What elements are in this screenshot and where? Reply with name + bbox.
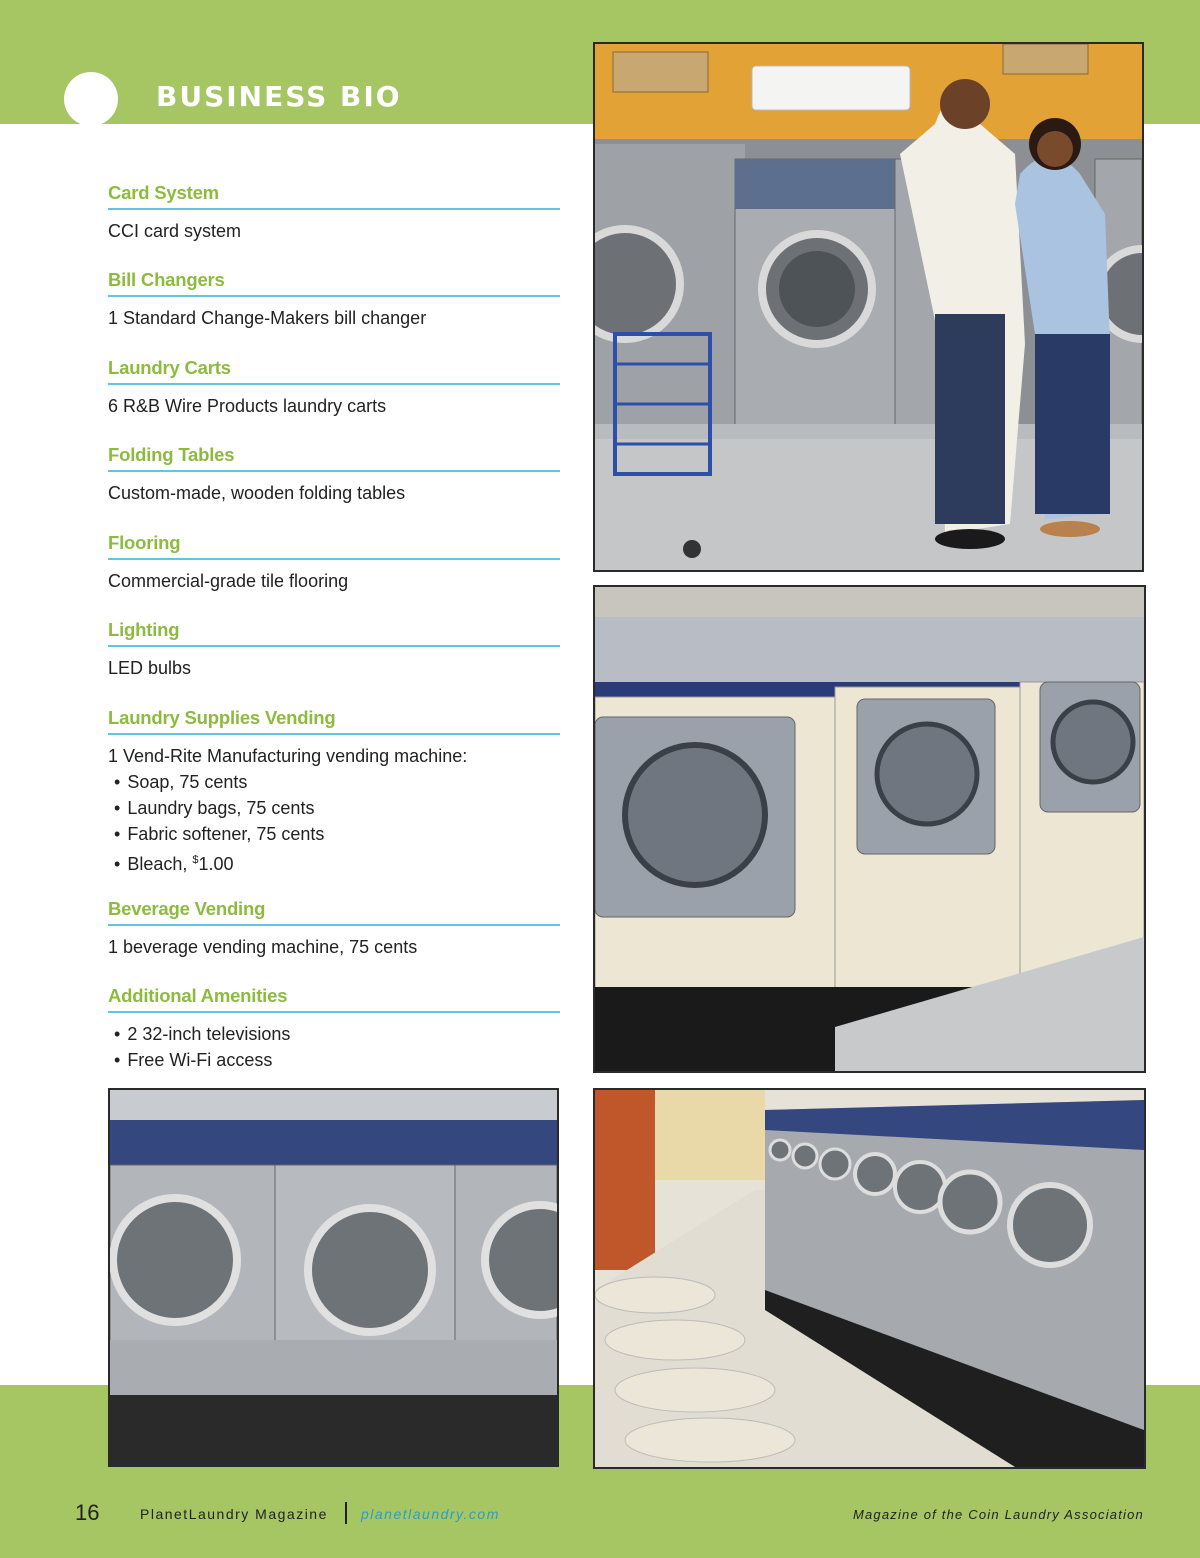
bio-heading: Card System (108, 182, 560, 210)
bio-text: CCI card system (108, 221, 242, 241)
bio-folding-tables (108, 444, 560, 506)
bio-heading: Laundry Supplies Vending (108, 707, 560, 735)
bio-laundry-supplies-vending (108, 707, 560, 877)
list-item: • Laundry bags, 75 cents (108, 795, 560, 821)
bio-item-list (108, 769, 560, 877)
white-washers-illustration (595, 587, 1144, 1071)
magazine-name: PlanetLaundry Magazine (140, 1506, 328, 1522)
list-item (108, 847, 560, 877)
bio-text: 1 beverage vending machine, 75 cents (108, 937, 418, 957)
section-circle-marker (64, 72, 118, 126)
bio-heading: Laundry Carts (108, 357, 560, 385)
bio-flooring (108, 532, 560, 594)
owners-photo-illustration (595, 44, 1142, 570)
magazine-tagline: Magazine of the Coin Laundry Association (852, 1507, 1144, 1522)
photo-washer-row (593, 1088, 1146, 1469)
bio-card-system (108, 182, 560, 244)
bio-heading: Beverage Vending (108, 898, 560, 926)
list-item: • Fabric softener, 75 cents (108, 821, 560, 847)
photo-owners (593, 42, 1144, 572)
photo-stainless-washers (108, 1088, 559, 1467)
dollar-sign: $ (192, 854, 199, 866)
bio-additional-amenities (108, 985, 560, 1073)
bio-lighting (108, 619, 560, 681)
stainless-washers-illustration (110, 1090, 557, 1465)
page-number: 16 (75, 1500, 100, 1525)
bio-text: Custom-made, wooden folding tables (108, 483, 406, 503)
bio-item-list (108, 1021, 560, 1073)
bio-beverage-vending (108, 898, 560, 960)
bio-text: 1 Standard Change-Makers bill changer (108, 308, 427, 328)
bio-text: 6 R&B Wire Products laundry carts (108, 396, 387, 416)
magazine-url[interactable]: planetlaundry.com (361, 1506, 500, 1522)
footer-divider (345, 1502, 347, 1524)
washer-row-illustration (595, 1090, 1144, 1467)
bio-laundry-carts (108, 357, 560, 419)
bio-heading: Folding Tables (108, 444, 560, 472)
bio-text: Commercial-grade tile flooring (108, 571, 349, 591)
section-title: BUSINESS BIO (156, 80, 402, 113)
item-price: 1.00 (198, 854, 234, 874)
list-item: • 2 32-inch televisions (108, 1021, 560, 1047)
item-label: Bleach, (127, 854, 193, 874)
list-item: • Free Wi-Fi access (108, 1047, 560, 1073)
bio-bill-changers (108, 269, 560, 331)
bio-text: LED bulbs (108, 658, 192, 678)
bio-heading: Flooring (108, 532, 560, 560)
list-item: • Soap, 75 cents (108, 769, 560, 795)
photo-white-washers (593, 585, 1146, 1073)
bio-text: 1 Vend-Rite Manufacturing vending machine: (108, 746, 468, 766)
bio-heading: Bill Changers (108, 269, 560, 297)
bio-heading: Additional Amenities (108, 985, 560, 1013)
bio-heading: Lighting (108, 619, 560, 647)
